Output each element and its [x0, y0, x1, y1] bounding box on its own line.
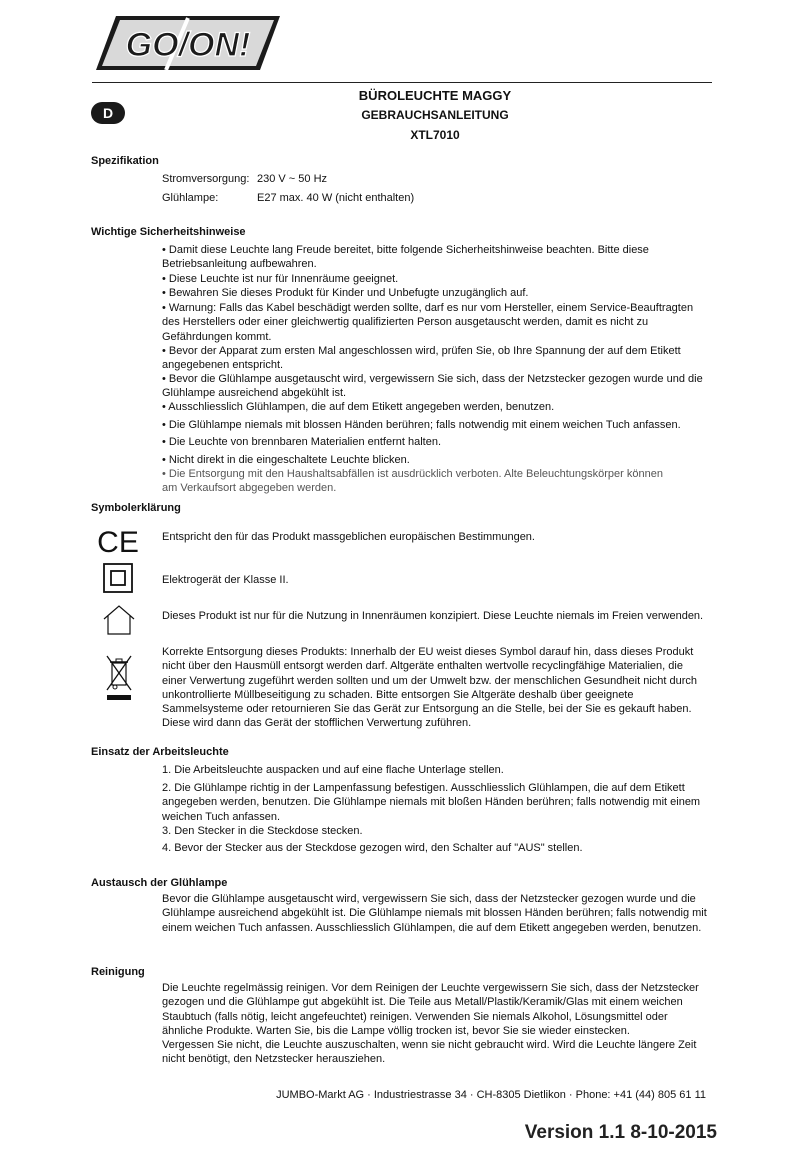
- header-rule: [92, 82, 712, 83]
- usage-step: 4. Bevor der Stecker aus der Steckdose gezogen wird, den Schalter auf "AUS" stellen.: [162, 842, 583, 854]
- manual-subtitle: GEBRAUCHSANLEITUNG: [361, 108, 509, 122]
- class-ii-icon: [103, 563, 133, 593]
- safety-item: • Die Entsorgung mit den Haushaltsabfällen ist ausdrücklich verboten. Alte Beleuchtungskörper können am Verkaufsort abgegeben werden.: [162, 468, 663, 495]
- symbol-class2-text: Elektrogerät der Klasse II.: [162, 574, 289, 586]
- spec-power-value: 230 V ~ 50 Hz: [257, 173, 328, 185]
- safety-item: • Die Glühlampe niemals mit blossen Händen berühren; falls notwendig mit einem weichen Tuch anfassen.: [162, 419, 681, 431]
- language-badge: D: [91, 102, 125, 124]
- cleaning-heading: Reinigung: [91, 966, 145, 978]
- safety-item: • Bevor die Glühlampe ausgetauscht wird, vergewissern Sie sich, dass der Netzstecker gezogen wurde und die Glühlampe ausreichend abgekühlt ist.: [162, 373, 703, 400]
- cleaning-text: Die Leuchte regelmässig reinigen. Vor dem Reinigen der Leuchte vergewissern Sie sich, dass der Netzstecker gezogen und die Glühlampe gut abgekühlt ist. Die Teile aus Metall/Plastik/Keramik/Glas mit einem weichen Staubtuch (falls nötig, leicht angefeuchtet) reinigen. Verwenden Sie niemals Alkohol, Lösungsmittel oder ähnliche Produkte. Warten Sie, bis die Lampe völlig trocken ist, bevor Sie sie wieder einstecken.: [162, 982, 699, 1037]
- symbol-weee-text: Korrekte Entsorgung dieses Produkts: Innerhalb der EU weist dieses Symbol darauf hin, dass dieses Produkt nicht über den Hausmüll entsorgt werden darf. Altgeräte enthalten wertvolle recyclingfähige Materialien, die einer Verwertung zugeführt werden sollten und um der Umwelt bzw. der menschlichen Gesundheit nicht durch unkontrollierte Müllbeseitigung zu schaden. Bitte entsorgen Sie Altgeräte deshalb über geeignete Sammelsysteme oder retournieren Sie das Gerät zur Entsorgung an die Stelle, bei der Sie es gekauft haben. Diese wird dann das Gerät der stofflichen Verwertung zuführen.: [162, 646, 698, 730]
- product-title: BÜROLEUCHTE MAGGY: [358, 88, 512, 103]
- weee-bin-icon: [104, 654, 134, 702]
- brand-logo: [96, 14, 280, 72]
- model-number: XTL7010: [410, 128, 460, 142]
- safety-item: • Ausschliesslich Glühlampen, die auf dem Etikett angegeben werden, benutzen.: [162, 401, 555, 413]
- ce-mark-icon: [97, 526, 139, 559]
- safety-heading: Wichtige Sicherheitshinweise: [91, 226, 246, 238]
- spec-power-label: Stromversorgung:: [162, 173, 250, 185]
- logo-text: GO/ON!: [125, 26, 251, 64]
- spec-heading: Spezifikation: [91, 155, 159, 167]
- safety-item: • Damit diese Leuchte lang Freude bereitet, bitte folgende Sicherheitshinweise beachten. Bitte diese Betriebsanleitung aufbewahren.: [162, 244, 649, 271]
- usage-step: 2. Die Glühlampe richtig in der Lampenfassung befestigen. Ausschliesslich Glühlampen, die auf dem Etikett angegeben werden, benutzen. Die Glühlampe niemals mit bloßen Händen berühren; falls notwendig mit einem weichen Tuch anfassen.: [162, 782, 701, 823]
- safety-item: • Warnung: Falls das Kabel beschädigt werden sollte, darf es nur vom Hersteller, einem Service-Beauftragten des Herstellers oder einer gleichwertig qualifizierten Person ausgetauscht werden, damit es nicht zu Gefährdungen kommt.: [162, 302, 694, 343]
- replace-heading: Austausch der Glühlampe: [91, 877, 228, 889]
- replace-text: Bevor die Glühlampe ausgetauscht wird, vergewissern Sie sich, dass der Netzstecker gezogen wurde und die Glühlampe ausreichend abgekühlt ist. Die Glühlampe niemals mit blossen Händen berühren; falls notwendig mit einem weichen Tuch anfassen. Ausschliesslich Glühlampen, die auf dem Etikett angegeben werden, benutzen.: [162, 893, 707, 934]
- cleaning-text-2: Vergessen Sie nicht, die Leuchte auszuschalten, wenn sie nicht gebraucht wird. Wird die Leuchte längere Zeit nicht benötigt, den Netzstecker herausziehen.: [162, 1039, 697, 1066]
- symbol-indoor-text: Dieses Produkt ist nur für die Nutzung in Innenräumen konzipiert. Diese Leuchte niemals im Freien verwenden.: [162, 610, 704, 622]
- usage-step: 3. Den Stecker in die Steckdose stecken.: [162, 825, 363, 837]
- safety-item: • Nicht direkt in die eingeschaltete Leuchte blicken.: [162, 454, 410, 466]
- safety-item: • Bevor der Apparat zum ersten Mal angeschlossen wird, prüfen Sie, ob Ihre Spannung der auf dem Etikett angegebenen entspricht.: [162, 345, 681, 372]
- safety-item: • Die Leuchte von brennbaren Materialien entfernt halten.: [162, 436, 442, 448]
- spec-lamp-label: Glühlampe:: [162, 192, 219, 204]
- safety-item: • Diese Leuchte ist nur für Innenräume geeignet.: [162, 273, 399, 285]
- spec-lamp-value: E27 max. 40 W (nicht enthalten): [257, 192, 415, 204]
- version-label: Version 1.1 8-10-2015: [524, 1122, 717, 1143]
- ce-mark-text: CE: [97, 526, 139, 559]
- usage-heading: Einsatz der Arbeitsleuchte: [91, 746, 229, 758]
- symbol-ce-text: Entspricht den für das Produkt massgeblichen europäischen Bestimmungen.: [162, 531, 535, 543]
- indoor-house-icon: [102, 604, 136, 636]
- symbols-heading: Symbolerklärung: [91, 502, 181, 514]
- usage-step: 1. Die Arbeitsleuchte auspacken und auf eine flache Unterlage stellen.: [162, 764, 504, 776]
- footer-address: JUMBO-Markt AG · Industriestrasse 34 · CH-8305 Dietlikon · Phone: +41 (44) 805 61 11: [276, 1089, 706, 1101]
- safety-item: • Bewahren Sie dieses Produkt für Kinder und Unbefugte unzugänglich auf.: [162, 287, 529, 299]
